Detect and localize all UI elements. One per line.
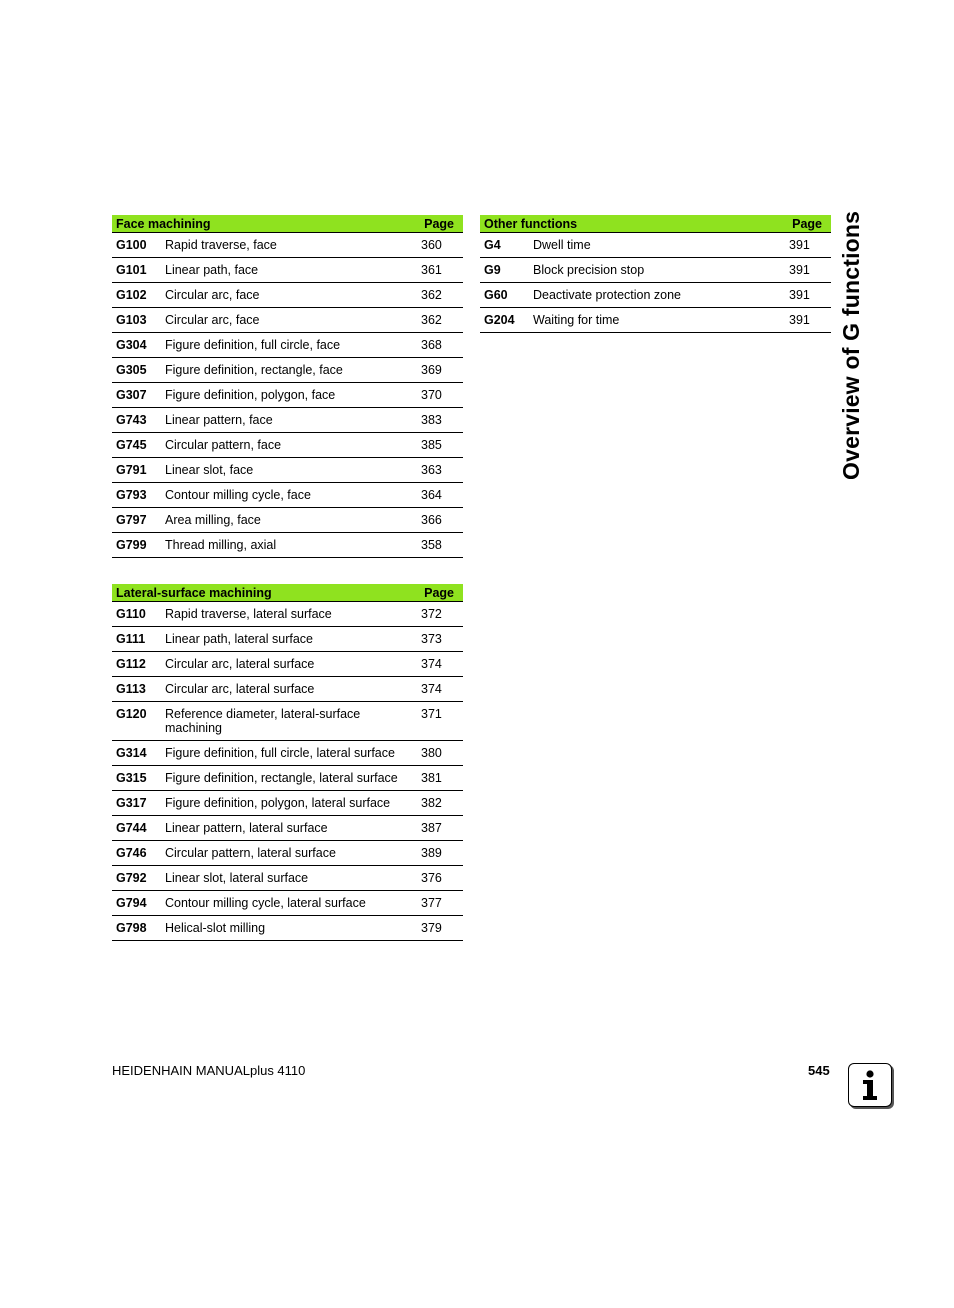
description: Figure definition, full circle, face — [161, 333, 417, 358]
g-code: G307 — [112, 383, 161, 408]
g-code: G315 — [112, 766, 161, 791]
page-ref: 371 — [417, 702, 463, 741]
page-ref: 362 — [417, 283, 463, 308]
table-row — [112, 308, 463, 333]
page-ref: 368 — [417, 333, 463, 358]
g-code: G304 — [112, 333, 161, 358]
g-code: G120 — [112, 702, 161, 741]
page-ref: 373 — [417, 627, 463, 652]
table-row — [112, 602, 463, 627]
table-row — [112, 677, 463, 702]
info-icon — [848, 1063, 892, 1107]
description: Thread milling, axial — [161, 533, 417, 558]
table-row — [480, 283, 831, 308]
g-code: G60 — [480, 283, 529, 308]
g-code: G792 — [112, 866, 161, 891]
table-row — [112, 741, 463, 766]
table-row — [112, 841, 463, 866]
g-code: G112 — [112, 652, 161, 677]
page-column-header: Page — [785, 215, 831, 233]
table-row — [112, 333, 463, 358]
g-code: G746 — [112, 841, 161, 866]
page-ref: 389 — [417, 841, 463, 866]
table-row — [112, 283, 463, 308]
table-header — [480, 215, 831, 233]
page-ref: 387 — [417, 816, 463, 841]
other-functions-table — [480, 215, 831, 333]
page-ref: 385 — [417, 433, 463, 458]
page-ref: 382 — [417, 791, 463, 816]
page-ref: 391 — [785, 258, 831, 283]
g-code: G103 — [112, 308, 161, 333]
g-code: G111 — [112, 627, 161, 652]
face-machining-table — [112, 215, 463, 558]
description: Block precision stop — [529, 258, 785, 283]
description: Area milling, face — [161, 508, 417, 533]
page-ref: 391 — [785, 283, 831, 308]
table-row — [112, 458, 463, 483]
description: Rapid traverse, lateral surface — [161, 602, 417, 627]
page-ref: 391 — [785, 308, 831, 333]
description: Linear pattern, lateral surface — [161, 816, 417, 841]
page-ref: 361 — [417, 258, 463, 283]
g-code: G794 — [112, 891, 161, 916]
lateral-surface-machining-table — [112, 584, 463, 941]
table-row — [112, 533, 463, 558]
footer-manual-title: HEIDENHAIN MANUALplus 4110 — [112, 1063, 306, 1078]
page-ref: 364 — [417, 483, 463, 508]
g-code: G745 — [112, 433, 161, 458]
table-title: Face machining — [112, 215, 417, 233]
table-header — [112, 215, 463, 233]
description: Linear slot, lateral surface — [161, 866, 417, 891]
g-code: G793 — [112, 483, 161, 508]
g-code: G110 — [112, 602, 161, 627]
page-ref: 379 — [417, 916, 463, 941]
description: Figure definition, rectangle, lateral surface — [161, 766, 417, 791]
page-ref: 370 — [417, 383, 463, 408]
table-header — [112, 584, 463, 602]
page-ref: 358 — [417, 533, 463, 558]
table-row — [112, 766, 463, 791]
description: Rapid traverse, face — [161, 233, 417, 258]
description: Linear path, lateral surface — [161, 627, 417, 652]
g-code: G9 — [480, 258, 529, 283]
table-row — [112, 408, 463, 433]
g-code: G113 — [112, 677, 161, 702]
table-row — [112, 358, 463, 383]
description: Helical-slot milling — [161, 916, 417, 941]
page-ref: 374 — [417, 652, 463, 677]
page-ref: 366 — [417, 508, 463, 533]
table-row — [112, 627, 463, 652]
chapter-sidebar-title: Overview of G functions — [838, 210, 864, 480]
g-code: G743 — [112, 408, 161, 433]
table-row — [480, 258, 831, 283]
page-ref: 374 — [417, 677, 463, 702]
table-row — [112, 891, 463, 916]
info-glyph — [849, 1064, 891, 1106]
g-code: G101 — [112, 258, 161, 283]
page-number: 545 — [808, 1063, 830, 1078]
page-ref: 381 — [417, 766, 463, 791]
table-row — [480, 233, 831, 258]
description: Figure definition, polygon, lateral surface — [161, 791, 417, 816]
table-row — [112, 508, 463, 533]
g-code: G799 — [112, 533, 161, 558]
page-ref: 383 — [417, 408, 463, 433]
table-row — [112, 816, 463, 841]
description: Contour milling cycle, lateral surface — [161, 891, 417, 916]
table-title: Lateral-surface machining — [112, 584, 417, 602]
table-row — [112, 702, 463, 741]
page-ref: 362 — [417, 308, 463, 333]
g-code: G204 — [480, 308, 529, 333]
g-code: G102 — [112, 283, 161, 308]
table-row — [112, 258, 463, 283]
description: Contour milling cycle, face — [161, 483, 417, 508]
description: Reference diameter, lateral-surface machining — [161, 702, 417, 741]
description: Circular pattern, face — [161, 433, 417, 458]
description: Figure definition, polygon, face — [161, 383, 417, 408]
page-ref: 360 — [417, 233, 463, 258]
page-ref: 391 — [785, 233, 831, 258]
page-column-header: Page — [417, 584, 463, 602]
description: Deactivate protection zone — [529, 283, 785, 308]
g-code: G100 — [112, 233, 161, 258]
g-code: G744 — [112, 816, 161, 841]
table-row — [112, 791, 463, 816]
table-row — [480, 308, 831, 333]
table-row — [112, 866, 463, 891]
page-ref: 369 — [417, 358, 463, 383]
table-row — [112, 433, 463, 458]
description: Figure definition, full circle, lateral surface — [161, 741, 417, 766]
table-row — [112, 652, 463, 677]
page-ref: 377 — [417, 891, 463, 916]
g-code: G317 — [112, 791, 161, 816]
page-column-header: Page — [417, 215, 463, 233]
page-ref: 372 — [417, 602, 463, 627]
page-ref: 376 — [417, 866, 463, 891]
description: Linear pattern, face — [161, 408, 417, 433]
table-title: Other functions — [480, 215, 785, 233]
g-code: G798 — [112, 916, 161, 941]
g-code: G314 — [112, 741, 161, 766]
description: Dwell time — [529, 233, 785, 258]
g-code: G797 — [112, 508, 161, 533]
g-code: G4 — [480, 233, 529, 258]
page-ref: 363 — [417, 458, 463, 483]
description: Linear path, face — [161, 258, 417, 283]
page-ref: 380 — [417, 741, 463, 766]
description: Linear slot, face — [161, 458, 417, 483]
description: Circular pattern, lateral surface — [161, 841, 417, 866]
description: Circular arc, lateral surface — [161, 677, 417, 702]
description: Circular arc, face — [161, 283, 417, 308]
table-row — [112, 916, 463, 941]
description: Circular arc, lateral surface — [161, 652, 417, 677]
table-row — [112, 383, 463, 408]
description: Waiting for time — [529, 308, 785, 333]
g-code: G791 — [112, 458, 161, 483]
table-row — [112, 233, 463, 258]
description: Figure definition, rectangle, face — [161, 358, 417, 383]
g-code: G305 — [112, 358, 161, 383]
table-row — [112, 483, 463, 508]
description: Circular arc, face — [161, 308, 417, 333]
